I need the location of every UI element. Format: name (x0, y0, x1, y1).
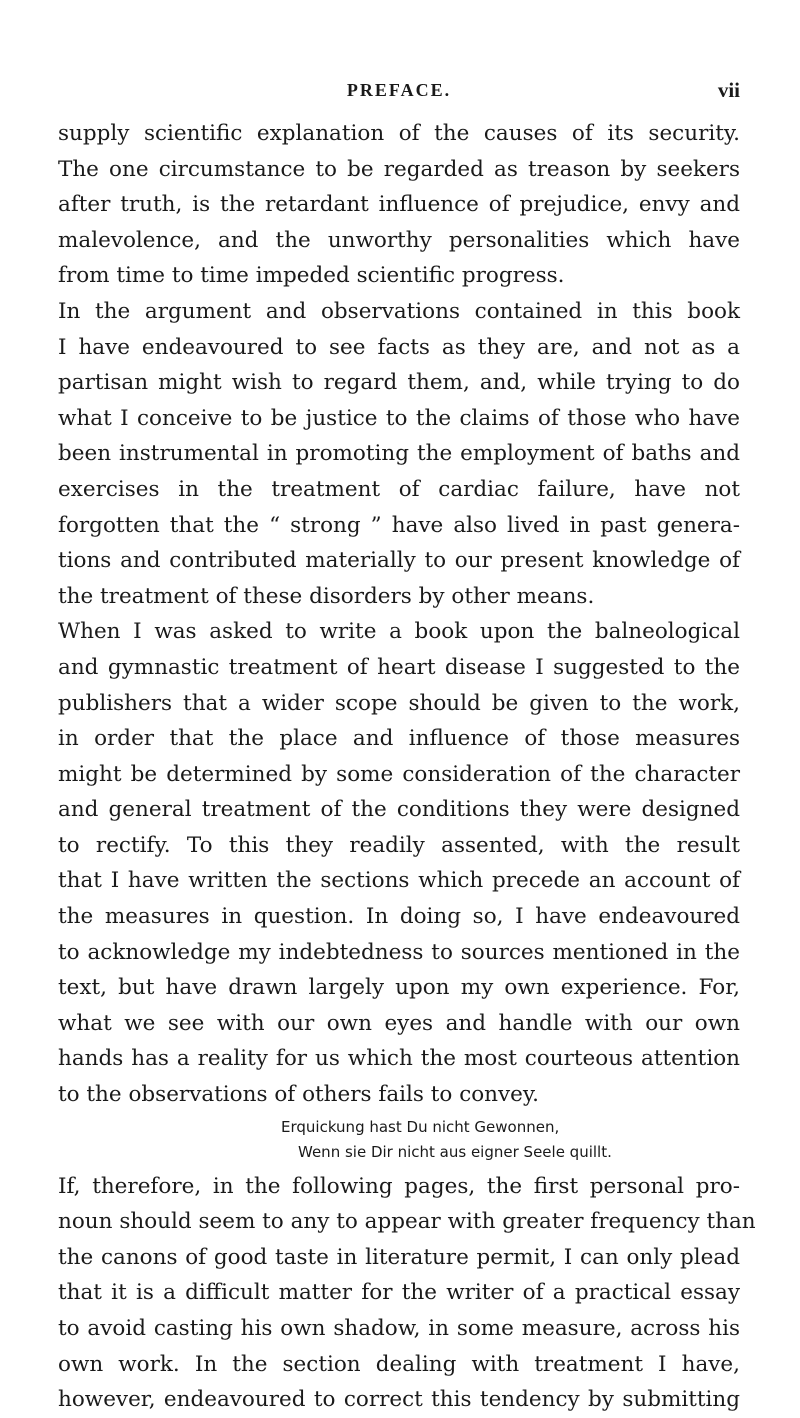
running-head (58, 80, 740, 104)
text-line: after truth, is the retardant influence of prejudice, envy and (58, 192, 740, 218)
quotation-line: Wenn sie Dir nicht aus eigner Seele quillt. (298, 1142, 612, 1161)
text-line: in order that the place and influence of those measures (58, 726, 740, 752)
text-line: what I conceive to be justice to the claims of those who have (58, 405, 740, 431)
text-line: the measures in question. In doing so, I have endeavoured (58, 904, 740, 930)
text-line: tions and contributed materially to our present knowledge of (58, 548, 740, 574)
text-line: from time to time impeded scientific progress. (58, 263, 565, 289)
text-line: hands has a reality for us which the most courteous attention (58, 1046, 740, 1072)
text-line: In the argument and observations contained in this book (58, 298, 740, 324)
text-line: supply scientific explanation of the causes of its security. (58, 121, 740, 146)
text-line: to acknowledge my indebtedness to sources mentioned in the (58, 939, 740, 965)
text-line: The one circumstance to be regarded as treason by seekers (58, 156, 740, 182)
text-line: malevolence, and the unworthy personalities which have (58, 227, 740, 253)
text-line: to rectify. To this they readily assented, with the result (58, 832, 740, 858)
text-line: and gymnastic treatment of heart disease I suggested to the (58, 654, 740, 680)
text-line: publishers that a wider scope should be given to the work, (58, 690, 740, 716)
quotation-line: Erquickung hast Du nicht Gewonnen, (281, 1117, 560, 1136)
text-line: noun should seem to any to appear with greater frequency than (58, 1209, 756, 1235)
body-text (58, 116, 756, 1418)
text-line: that I have written the sections which precede an account of (58, 868, 740, 894)
text-line: partisan might wish to regard them, and, while trying to do (58, 370, 740, 396)
page-number: vii (717, 78, 740, 102)
text-line: exercises in the treatment of cardiac failure, have not (58, 476, 740, 502)
text-line: and general treatment of the conditions they were designed (58, 797, 740, 823)
german-quotation (58, 1113, 740, 1169)
text-line: to avoid casting his own shadow, in some measure, across his (58, 1316, 740, 1341)
paragraph-2 (58, 294, 740, 614)
text-line: If, therefore, in the following pages, the first personal pro- (58, 1173, 740, 1199)
running-title: PREFACE. (346, 80, 452, 100)
text-line: been instrumental in promoting the employment of baths and (58, 441, 740, 467)
text-line: might be determined by some consideration of the character (58, 761, 740, 787)
text-line: what we see with our own eyes and handle with our own (58, 1010, 740, 1036)
text-line: text, but have drawn largely upon my own experience. For, (58, 975, 740, 1001)
text-line: to the observations of others fails to convey. (58, 1082, 540, 1108)
text-line: the treatment of these disorders by other means. (58, 583, 595, 609)
paragraph-1 (58, 116, 740, 294)
paragraph-3 (58, 614, 740, 1112)
text-line: When I was asked to write a book upon the balneological (58, 619, 740, 645)
text-line: I have endeavoured to see facts as they are, and not as a (58, 334, 740, 360)
text-line: the canons of good taste in literature permit, I can only plead (58, 1244, 740, 1270)
text-line: forgotten that the “ strong ” have also lived in past genera- (58, 512, 740, 538)
text-line: however, endeavoured to correct this tendency by submitting (58, 1387, 740, 1413)
text-line: own work. In the section dealing with treatment I have, (58, 1351, 740, 1377)
paragraph-4 (58, 1169, 756, 1418)
text-line: that it is a difficult matter for the writer of a practical essay (58, 1280, 740, 1306)
